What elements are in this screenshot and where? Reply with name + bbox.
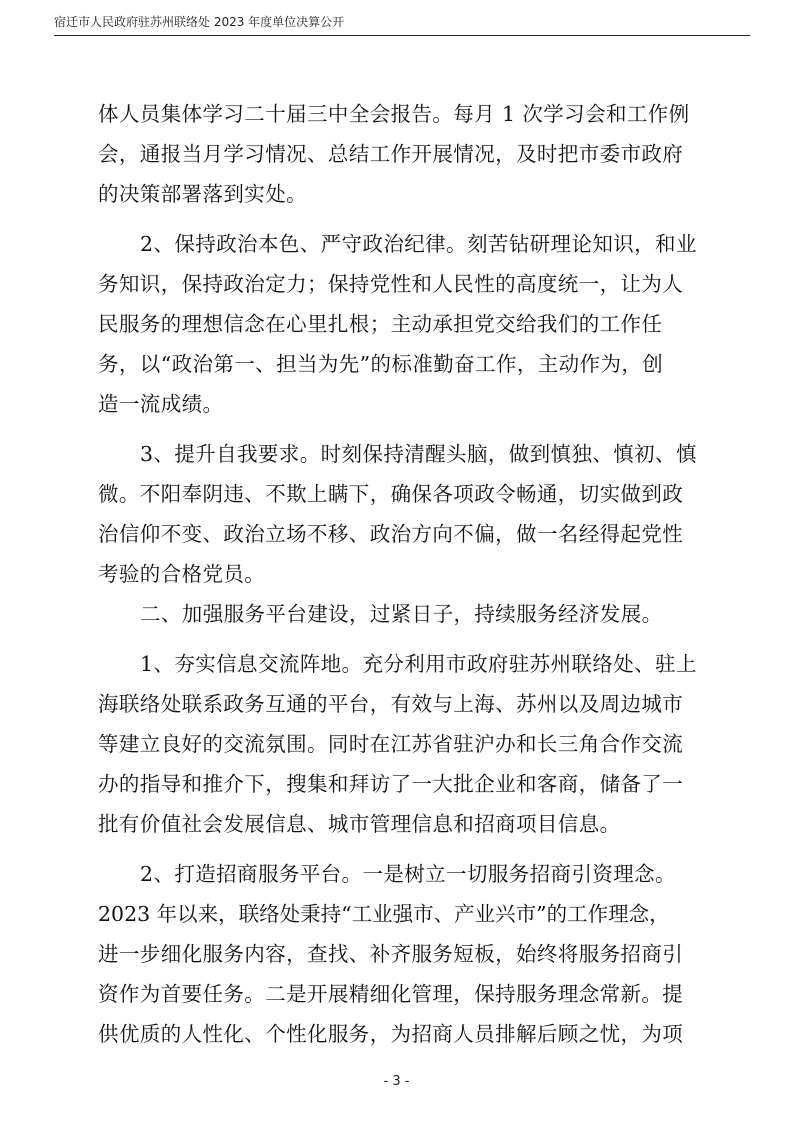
body-line: 办的指导和推介下，搜集和拜访了一大批企业和客商，储备了一	[98, 772, 684, 796]
body-line: 民服务的理想信念在心里扎根；主动承担党交给我们的工作任	[98, 312, 663, 336]
document-body	[98, 94, 710, 1054]
page-number: - 3 -	[383, 1074, 410, 1089]
body-line: 1、夯实信息交流阵地。充分利用市政府驻苏州联络处、驻上	[140, 652, 697, 676]
body-line: 供优质的人性化、个性化服务，为招商人员排解后顾之忧，为项	[98, 1022, 684, 1046]
body-line: 务知识，保持政治定力；保持党性和人民性的高度统一，让为人	[98, 272, 684, 296]
body-line: 等建立良好的交流氛围。同时在江苏省驻沪办和长三角合作交流	[98, 732, 684, 756]
header-divider	[54, 35, 750, 36]
body-line: 会，通报当月学习情况、总结工作开展情况，及时把市委市政府	[98, 142, 684, 166]
document-header: 宿迁市人民政府驻苏州联络处 2023 年度单位决算公开	[54, 15, 345, 29]
body-line: 务，以“政治第一、担当为先”的标准勤奋工作，主动作为，创	[98, 352, 664, 376]
body-line: 微。不阳奉阴违、不欺上瞒下，确保各项政令畅通，切实做到政	[98, 482, 684, 506]
body-line: 海联络处联系政务互通的平台，有效与上海、苏州以及周边城市	[98, 692, 684, 716]
body-line: 2、保持政治本色、严守政治纪律。刻苦钻研理论知识，和业	[140, 232, 697, 256]
body-line: 资作为首要任务。二是开展精细化管理，保持服务理念常新。提	[98, 982, 684, 1006]
body-line: 的决策部署落到实处。	[98, 182, 307, 206]
body-line: 3、提升自我要求。时刻保持清醒头脑，做到慎独、慎初、慎	[140, 442, 697, 466]
body-line: 体人员集体学习二十届三中全会报告。每月 1 次学习会和工作例	[98, 102, 690, 126]
body-line: 治信仰不变、政治立场不移、政治方向不偏，做一名经得起党性	[98, 522, 684, 546]
body-line: 造一流成绩。	[98, 392, 224, 416]
body-line: 批有价值社会发展信息、城市管理信息和招商项目信息。	[98, 812, 621, 836]
section-heading: 二、加强服务平台建设，过紧日子，持续服务经济发展。	[140, 602, 663, 626]
body-line: 2、打造招商服务平台。一是树立一切服务招商引资理念。	[140, 862, 676, 886]
body-line: 考验的合格党员。	[98, 562, 266, 586]
body-line: 2023 年以来，联络处秉持“工业强市、产业兴市”的工作理念，	[98, 902, 670, 926]
body-line: 进一步细化服务内容，查找、补齐服务短板，始终将服务招商引	[98, 942, 684, 966]
